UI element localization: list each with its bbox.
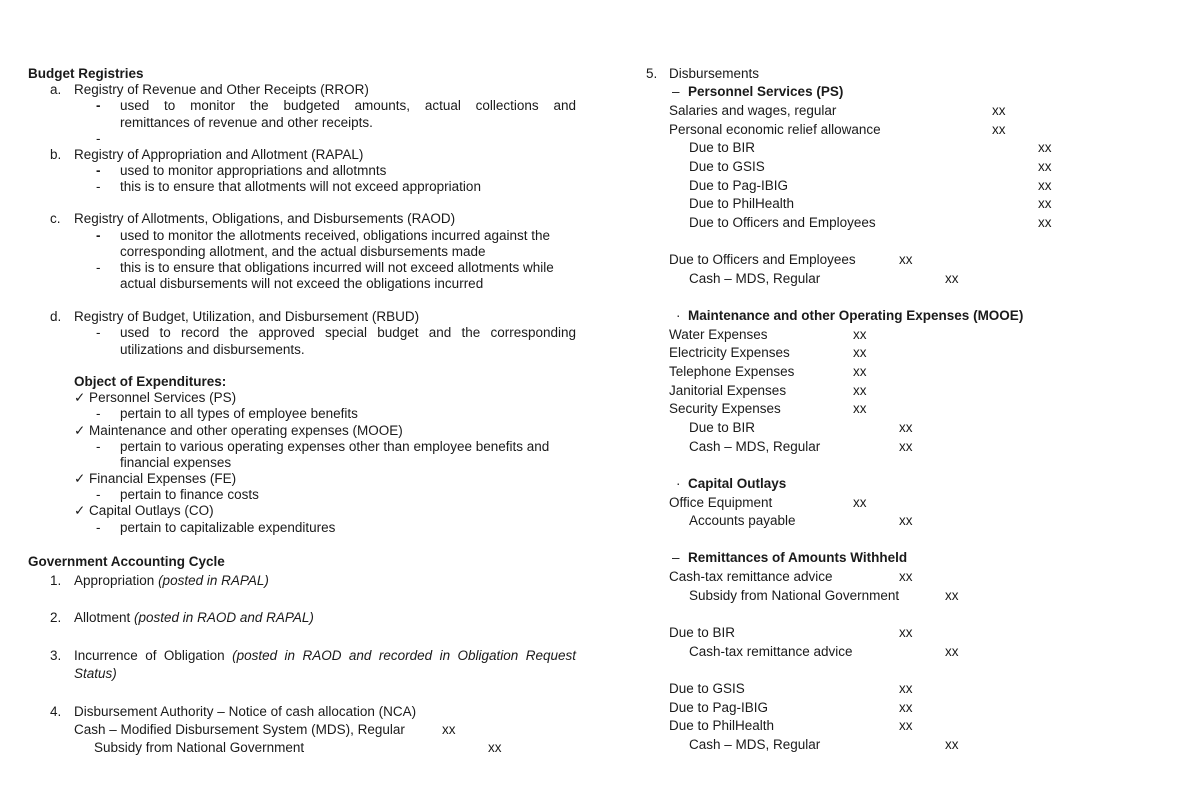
journal-credit-amount: xx [899, 513, 913, 528]
registry-d-desc-line: used to record the approved special budget and the corresponding [120, 325, 576, 340]
registry-d-title: Registry of Budget, Utilization, and Disbursement (RBUD) [74, 309, 420, 324]
journal-debit-account: Due to BIR [669, 625, 736, 640]
expenditure-label: ✓ Financial Expenses (FE) [74, 471, 237, 486]
journal-debit-account: Janitorial Expenses [669, 383, 787, 398]
journal-credit-account: Cash-tax remittance advice [689, 644, 853, 659]
expenditure-label: ✓ Personnel Services (PS) [74, 390, 237, 405]
bullet-marker: - [96, 439, 101, 454]
journal-credit-account: Due to BIR [689, 420, 756, 435]
remittances-heading: Remittances of Amounts Withheld [688, 550, 908, 565]
expenditure-label: ✓ Maintenance and other operating expenses (MOOE) [74, 423, 403, 438]
section-number: 5. [646, 66, 658, 81]
journal-debit-amount: xx [899, 625, 913, 640]
journal-credit-amount: xx [488, 740, 502, 755]
registry-c-desc-line: corresponding allotment, and the actual disbursements made [120, 244, 486, 259]
journal-credit-amount: xx [1038, 178, 1052, 193]
journal-debit-amount: xx [853, 345, 867, 360]
journal-credit-amount: xx [1038, 215, 1052, 230]
object-of-expenditures-heading: Object of Expenditures: [74, 374, 227, 389]
registry-d-marker: d. [50, 309, 62, 324]
registry-c-desc-line: used to monitor the allotments received, obligations incurred against the [120, 228, 550, 243]
journal-credit-account: Accounts payable [689, 513, 796, 528]
expenditure-desc: pertain to finance costs [120, 487, 259, 502]
heading-dash: · [676, 308, 681, 323]
journal-debit-account: Telephone Expenses [669, 364, 795, 379]
expenditure-desc: pertain to capitalizable expenditures [120, 520, 336, 535]
registry-b-desc-line: used to monitor appropriations and allotmnts [120, 163, 387, 178]
journal-debit-amount: xx [853, 327, 867, 342]
registry-a-desc-line: used to monitor the budgeted amounts, actual collections and [120, 98, 576, 113]
capital-outlays-heading: Capital Outlays [688, 476, 787, 491]
heading-dash: – [672, 84, 680, 99]
bullet-marker: - [96, 98, 101, 113]
bullet-marker: - [96, 520, 101, 535]
journal-credit-amount: xx [1038, 159, 1052, 174]
ps-heading: Personnel Services (PS) [688, 84, 844, 99]
journal-debit-amount: xx [899, 700, 913, 715]
cycle-step-text: Status) [74, 666, 117, 681]
heading-dash: · [676, 476, 681, 491]
cycle-step-number: 4. [50, 704, 62, 719]
journal-debit-account: Security Expenses [669, 401, 781, 416]
journal-debit-amount: xx [899, 569, 913, 584]
registry-a-marker: a. [50, 82, 62, 97]
journal-debit-account: Cash-tax remittance advice [669, 569, 833, 584]
journal-credit-amount: xx [945, 588, 959, 603]
bullet-marker: - [96, 131, 101, 146]
bullet-marker: - [96, 325, 101, 340]
bullet-marker: - [96, 163, 101, 178]
journal-debit-amount: xx [853, 401, 867, 416]
journal-debit-account: Salaries and wages, regular [669, 103, 837, 118]
registry-c-marker: c. [50, 211, 61, 226]
cycle-step-text: Disbursement Authority – Notice of cash allocation (NCA) [74, 704, 417, 719]
journal-credit-account: Cash – MDS, Regular [689, 737, 821, 752]
bullet-marker: - [96, 487, 101, 502]
journal-credit-amount: xx [945, 737, 959, 752]
journal-debit-account: Due to Officers and Employees [669, 252, 856, 267]
registry-b-desc-line: this is to ensure that allotments will not exceed appropriation [120, 179, 481, 194]
journal-credit-amount: xx [1038, 196, 1052, 211]
bullet-marker: - [96, 406, 101, 421]
cycle-step-text: Appropriation (posted in RAPAL) [74, 573, 269, 588]
cycle-step-number: 2. [50, 610, 62, 625]
cycle-step-text: Allotment (posted in RAOD and RAPAL) [74, 610, 314, 625]
bullet-marker: - [96, 260, 101, 275]
journal-debit-amount: xx [853, 383, 867, 398]
registry-c-title: Registry of Allotments, Obligations, and Disbursements (RAOD) [74, 211, 456, 226]
registry-c-desc-line: this is to ensure that obligations incurred will not exceed allotments while [120, 260, 554, 275]
journal-debit-account: Personal economic relief allowance [669, 122, 881, 137]
bullet-marker: - [96, 228, 101, 243]
journal-credit-account: Due to PhilHealth [689, 196, 795, 211]
journal-credit-account: Due to BIR [689, 140, 756, 155]
journal-debit-account: Due to PhilHealth [669, 718, 775, 733]
journal-debit-account: Cash – Modified Disbursement System (MDS), Regular [74, 722, 405, 737]
expenditure-label: ✓ Capital Outlays (CO) [74, 503, 214, 518]
journal-debit-account: Due to GSIS [669, 681, 745, 696]
registry-c-desc-line: actual disbursements will not exceed the obligations incurred [120, 276, 484, 291]
journal-credit-account: Subsidy from National Government [689, 588, 900, 603]
journal-debit-amount: xx [442, 722, 456, 737]
mooe-heading: Maintenance and other Operating Expenses (MOOE) [688, 308, 1024, 323]
journal-credit-amount: xx [945, 644, 959, 659]
journal-debit-amount: xx [899, 681, 913, 696]
heading-dash: – [672, 550, 680, 565]
journal-debit-amount: xx [899, 718, 913, 733]
registry-a-desc-line: remittances of revenue and other receipts. [120, 115, 373, 130]
registry-d-desc-line: utilizations and disbursements. [120, 342, 305, 357]
registry-a-title: Registry of Revenue and Other Receipts (RROR) [74, 82, 369, 97]
journal-debit-amount: xx [992, 103, 1006, 118]
journal-debit-amount: xx [899, 252, 913, 267]
cycle-step-number: 3. [50, 648, 62, 663]
journal-credit-account: Subsidy from National Government [94, 740, 305, 755]
journal-credit-amount: xx [1038, 140, 1052, 155]
journal-debit-amount: xx [853, 495, 867, 510]
journal-debit-account: Office Equipment [669, 495, 773, 510]
cycle-step-text: Incurrence of Obligation (posted in RAOD and recorded in Obligation Request [74, 648, 576, 663]
journal-credit-account: Due to GSIS [689, 159, 765, 174]
journal-credit-account: Due to Officers and Employees [689, 215, 876, 230]
registry-b-title: Registry of Appropriation and Allotment (RAPAL) [74, 147, 364, 162]
journal-debit-account: Due to Pag-IBIG [669, 700, 769, 715]
journal-debit-amount: xx [853, 364, 867, 379]
journal-credit-account: Cash – MDS, Regular [689, 439, 821, 454]
journal-credit-amount: xx [945, 271, 959, 286]
expenditure-desc: pertain to various operating expenses other than employee benefits and [120, 439, 550, 454]
journal-debit-account: Electricity Expenses [669, 345, 790, 360]
journal-credit-account: Cash – MDS, Regular [689, 271, 821, 286]
budget-registries-heading: Budget Registries [28, 66, 144, 81]
journal-debit-account: Water Expenses [669, 327, 768, 342]
cycle-step-number: 1. [50, 573, 62, 588]
bullet-marker: - [96, 179, 101, 194]
journal-credit-account: Due to Pag-IBIG [689, 178, 789, 193]
expenditure-desc: financial expenses [120, 455, 232, 470]
journal-credit-amount: xx [899, 439, 913, 454]
journal-debit-amount: xx [992, 122, 1006, 137]
disbursements-title: Disbursements [669, 66, 760, 81]
accounting-cycle-heading: Government Accounting Cycle [28, 554, 225, 569]
registry-b-marker: b. [50, 147, 62, 162]
expenditure-desc: pertain to all types of employee benefits [120, 406, 358, 421]
journal-credit-amount: xx [899, 420, 913, 435]
